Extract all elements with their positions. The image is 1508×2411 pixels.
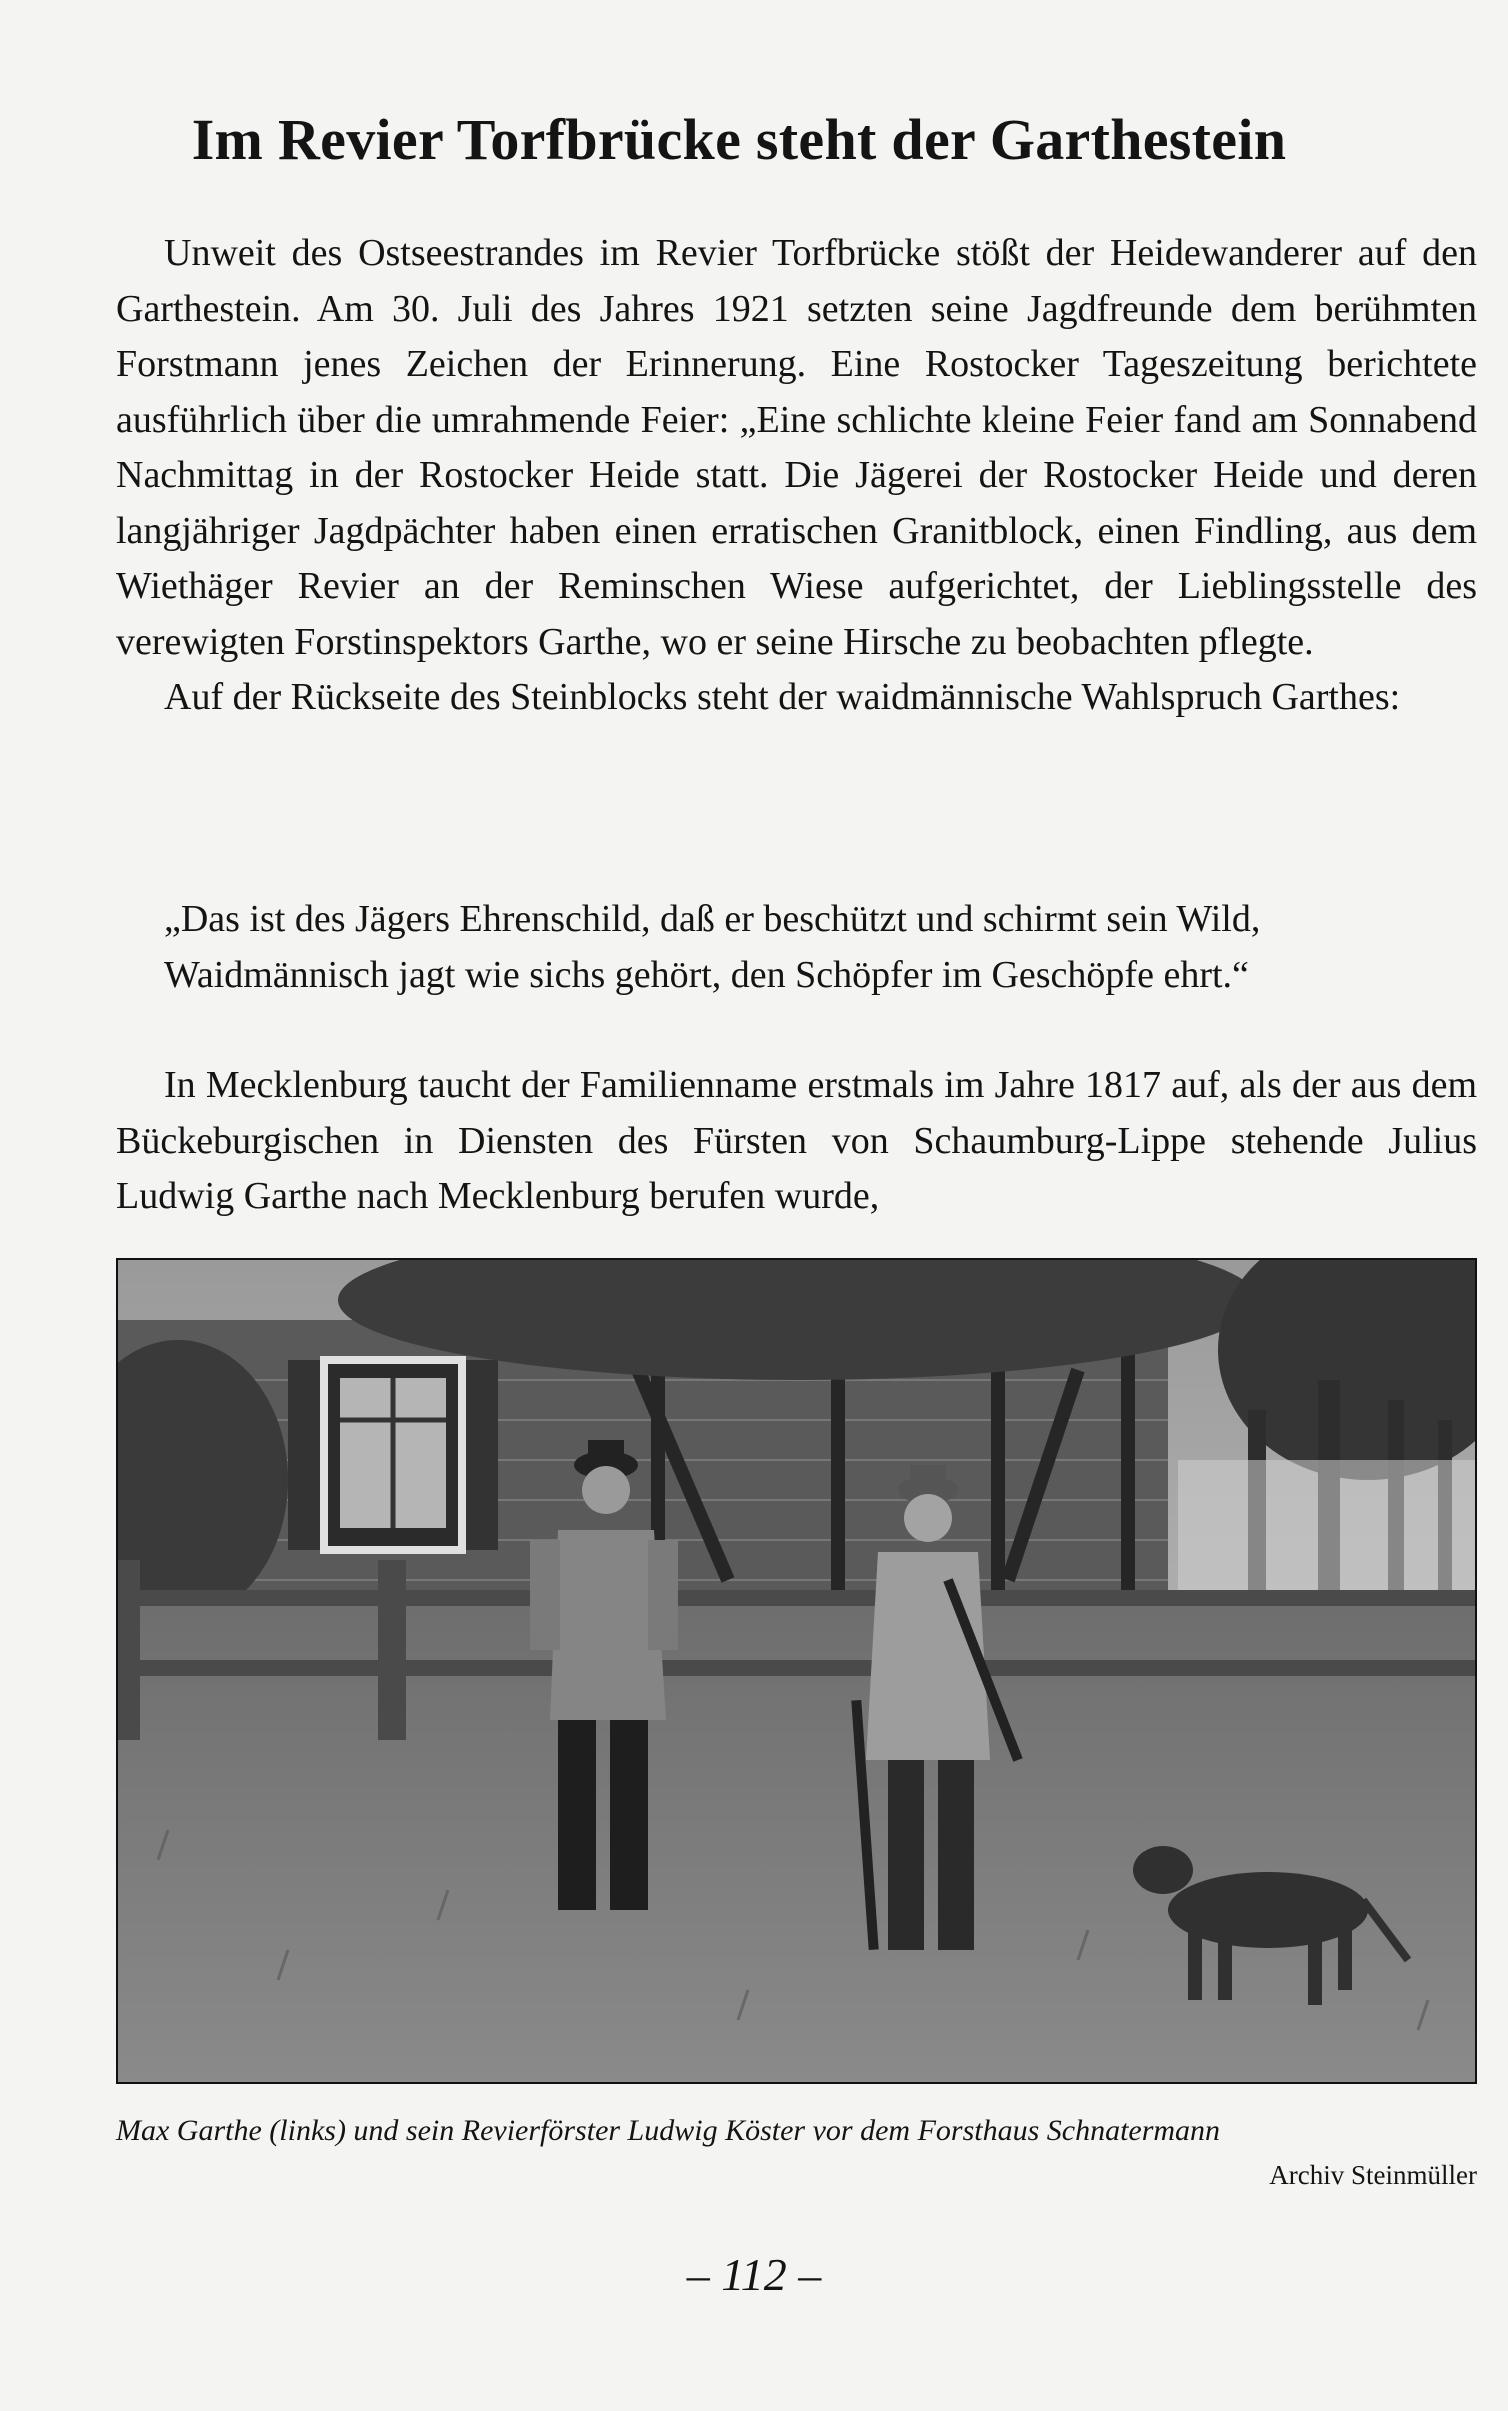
paragraph: In Mecklenburg taucht der Familienname erstmals im Jahre 1817 auf, als der aus dem Bückeburgischen in Diensten des Fürsten von Schaumburg-Lippe stehende Julius Ludwig Garthe nach Mecklenburg berufen wurde, bbox=[116, 1064, 1477, 1217]
photo-caption: Max Garthe (links) und sein Revierförster Ludwig Köster vor dem Forsthaus Schnatermann bbox=[116, 2114, 1221, 2147]
paragraph: Unweit des Ostseestrandes im Revier Torfbrücke stößt der Heidewanderer auf den Garthestein. Am 30. Juli des Jahres 1921 setzten seine Jagdfreunde dem berühmten Forstmann jenes Zeichen der Erinnerung. Eine Rostocker Tageszeitung berichtete ausführlich über die umrahmende Feier: „Eine schlichte kleine Feier fand am Sonnabend Nachmittag in der Rostocker Heide statt. Die Jägerei der Rostocker Heide und deren langjähriger Jagdpächter haben einen erratischen Granitblock, einen Findling, aus dem Wiethäger Revier an der Reminschen Wiese aufgerichtet, der Lieblingsstelle des verewigten Forstinspektors Garthe, wo er seine Hirsche zu beobachten pflegte. bbox=[116, 232, 1477, 663]
motto-quote bbox=[164, 892, 1464, 1003]
quote-line: „Das ist des Jägers Ehrenschild, daß er beschützt und schirmt sein Wild, bbox=[164, 898, 1261, 940]
photo-credit: Archiv Steinmüller bbox=[1269, 2160, 1477, 2190]
body-text-block bbox=[116, 226, 1477, 726]
quote-line: Waidmännisch jagt wie sichs gehört, den Schöpfer im Geschöpfe ehrt.“ bbox=[164, 953, 1249, 996]
page-number: – 112 – bbox=[686, 2249, 822, 2300]
historical-photograph bbox=[116, 1258, 1477, 2084]
paragraph: Auf der Rückseite des Steinblocks steht der waidmännische Wahlspruch Garthes: bbox=[164, 676, 1401, 718]
page-title: Im Revier Torfbrücke steht der Garthestein bbox=[191, 107, 1287, 172]
body-text-block-2 bbox=[116, 1058, 1477, 1225]
photo-illustration bbox=[118, 1260, 1475, 2082]
